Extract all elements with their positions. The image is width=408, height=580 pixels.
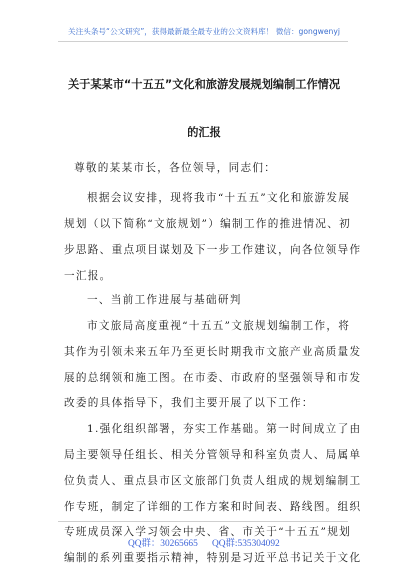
paragraph-line: 市文旅局高度重视“十五五”文旅规划编制工作，将 <box>87 320 351 332</box>
paragraph-line: 根据会议安排，现将我市“十五五”文化和旅游发展 <box>87 192 351 204</box>
header-divider <box>58 41 348 42</box>
footer-divider <box>58 521 348 522</box>
footer-qq-group-1: QQ群：30265665 <box>128 539 198 549</box>
document-title-continued: 的汇报 <box>187 126 221 139</box>
paragraph-line: 作专班，制定了详细的工作方案和时间表、路线图。组织 <box>64 501 362 513</box>
paragraph-line: 改委的具体指导下，我们主要开展了以下工作： <box>64 397 314 409</box>
paragraph-line: 其作为引领未来五年乃至更长时期我市文旅产业高质量发 <box>64 346 362 358</box>
paragraph-line: 步思路、重点项目谋划及下一步工作建议，向各位领导作 <box>64 244 362 256</box>
paragraph-line: 位负责人、重点县市区文旅部门负责人组成的规划编制工 <box>64 475 362 487</box>
salutation: 尊敬的某某市长，各位领导，同志们： <box>74 162 277 174</box>
footer-qq-group-2: QQ群:535304092 <box>212 539 280 549</box>
header-banner: 关注头条号“公文研究”，获得最新最全最专业的公文资料库！ 微信：gongwenyj <box>68 27 340 36</box>
paragraph-line: 展的总纲领和施工图。在市委、市政府的坚强领导和市发 <box>64 372 362 384</box>
paragraph-line: 一汇报。 <box>64 270 112 282</box>
document-title: 关于某某市“十五五”文化和旅游发展规划编制工作情况 <box>67 78 341 91</box>
paragraph-line: 规划（以下简称“文旅规划”）编制工作的推进情况、初 <box>64 218 351 230</box>
paragraph-line: 专班成员深入学习领会中央、省、市关于“十五五”规划 <box>64 526 351 538</box>
paragraph-line: 编制的系列重要指示精神，特别是习近平总书记关于文化 <box>64 552 362 564</box>
section-heading: 一、当前工作进展与基础研判 <box>87 294 242 306</box>
paragraph-line: 局主要领导任组长、相关分管领导和科室负责人、局属单 <box>64 449 362 461</box>
paragraph-line: 1.强化组织部署，夯实工作基础。第一时间成立了由 <box>87 423 362 435</box>
